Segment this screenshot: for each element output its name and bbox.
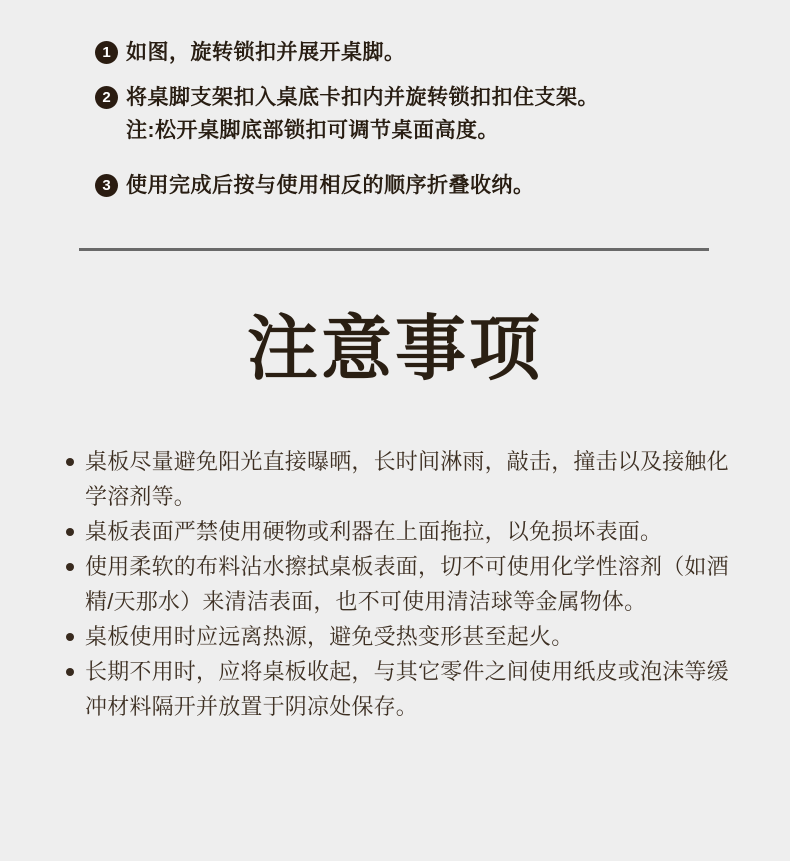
bullet-dot — [66, 668, 74, 676]
notice-item — [66, 654, 740, 724]
step-1-text: 如图，旋转锁扣并展开桌脚。 — [126, 41, 406, 64]
notice-list — [66, 444, 740, 724]
notice-item — [66, 514, 740, 549]
bullet-dot — [66, 563, 74, 571]
step-2-number-badge: 2 — [95, 86, 118, 109]
notice-item-text: 桌板表面严禁使用硬物或利器在上面拖拉，以免损坏表面。 — [85, 519, 663, 545]
notice-item-text: 桌板使用时应远离热源，避免受热变形甚至起火。 — [85, 624, 574, 650]
step-1-number-badge: 1 — [95, 41, 118, 64]
notice-section-title: 注意事项 — [246, 310, 543, 389]
bullet-dot — [66, 458, 74, 466]
step-2-note: 注:松开桌脚底部锁扣可调节桌面高度。 — [126, 119, 499, 142]
notice-item-text: 桌板尽量避免阳光直接曝晒，长时间淋雨，敲击，撞击以及接触化学溶剂等。 — [85, 449, 729, 510]
notice-item-text: 长期不用时，应将桌板收起，与其它零件之间使用纸皮或泡沫等缓冲材料隔开并放置于阴凉处保存。 — [85, 659, 729, 720]
step-1 — [95, 40, 750, 65]
assembly-steps — [0, 0, 790, 198]
notice-item — [66, 549, 740, 619]
step-3-text: 使用完成后按与使用相反的顺序折叠收纳。 — [126, 174, 535, 197]
notice-item-text: 使用柔软的布料沾水擦拭桌板表面，切不可使用化学性溶剂（如酒精/天那水）来清洁表面，也不可使用清洁球等金属物体。 — [85, 554, 729, 615]
section-divider — [79, 248, 709, 251]
notice-item — [66, 619, 740, 654]
bullet-dot — [66, 528, 74, 536]
step-2 — [95, 85, 750, 110]
bullet-dot — [66, 633, 74, 641]
step-3 — [95, 173, 750, 198]
step-3-number-badge: 3 — [95, 174, 118, 197]
notice-item — [66, 444, 740, 514]
step-2-text: 将桌脚支架扣入桌底卡扣内并旋转锁扣扣住支架。 — [126, 86, 599, 109]
